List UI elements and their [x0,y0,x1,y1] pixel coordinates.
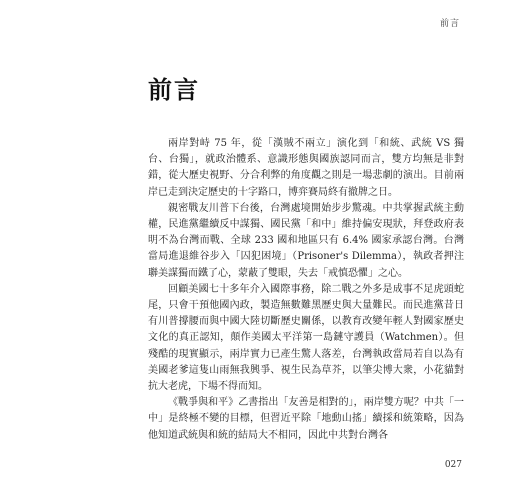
paragraph: 《戰爭與和平》乙書指出「友善是相對的」，兩岸雙方呢？中共「一中」是終極不變的目標，但習近平除「地動山搖」續採和統策略，因為他知道武統與和統的結局大不相同，因此中共對台灣各 [148,397,464,441]
paragraph: 兩岸對峙 75 年，從「漢賊不兩立」演化到「和統、武統 VS 獨台、台獨」，就政治體系、意識形態與國族認同而言，雙方均無是非對錯，從大歷史視野、分合利弊的角度觀之則是一場悲劇的演出。目前兩岸已走到決定歷史的十字路口，博弈賽局終有撤牌之日。 [148,138,464,198]
chapter-title: 前言 [148,75,200,104]
page-number: 027 [444,460,462,470]
body-text [148,136,464,444]
paragraph: 回顧美國七十多年介入國際事務，除二戰之外多是成事不足虎頭蛇尾，只會干預他國內政，製造無數難黑歷史與大量難民。而民進黨昔日有川普撐腰而與中國大陸切斷歷史關係，以教育改變年輕人對國家歷史文化的真正認知，顛作美國太平洋第一島鏈守護員（Watchmen）。但殘酷的現實顯示，兩岸實力已產生驚人落差，台灣執政當局若自以為有美國老爹這隻山雨無我興爭、視生民為草芥，以筆尖博大衆，小花貓對抗大老虎，下場不得而知。 [148,283,464,393]
paragraph: 親密戰友川普下台後，台灣處境開始步步驚魂。中共掌握武統主動權，民進黨繼續反中謀獨、國民黨「和中」維持偏安現狀，拜登政府表明不為台灣而戰、全球 233 國和地區只有 6.4% 國家承認台灣。台灣當局進退維谷步入「囚犯困境」（Prisoner's Dilemma），執政者押注聯美謀獨而鐵了心，蒙蔽了雙眼，失去「戒慎恐懼」之心。 [148,202,464,279]
running-head: 前言 [439,19,460,29]
